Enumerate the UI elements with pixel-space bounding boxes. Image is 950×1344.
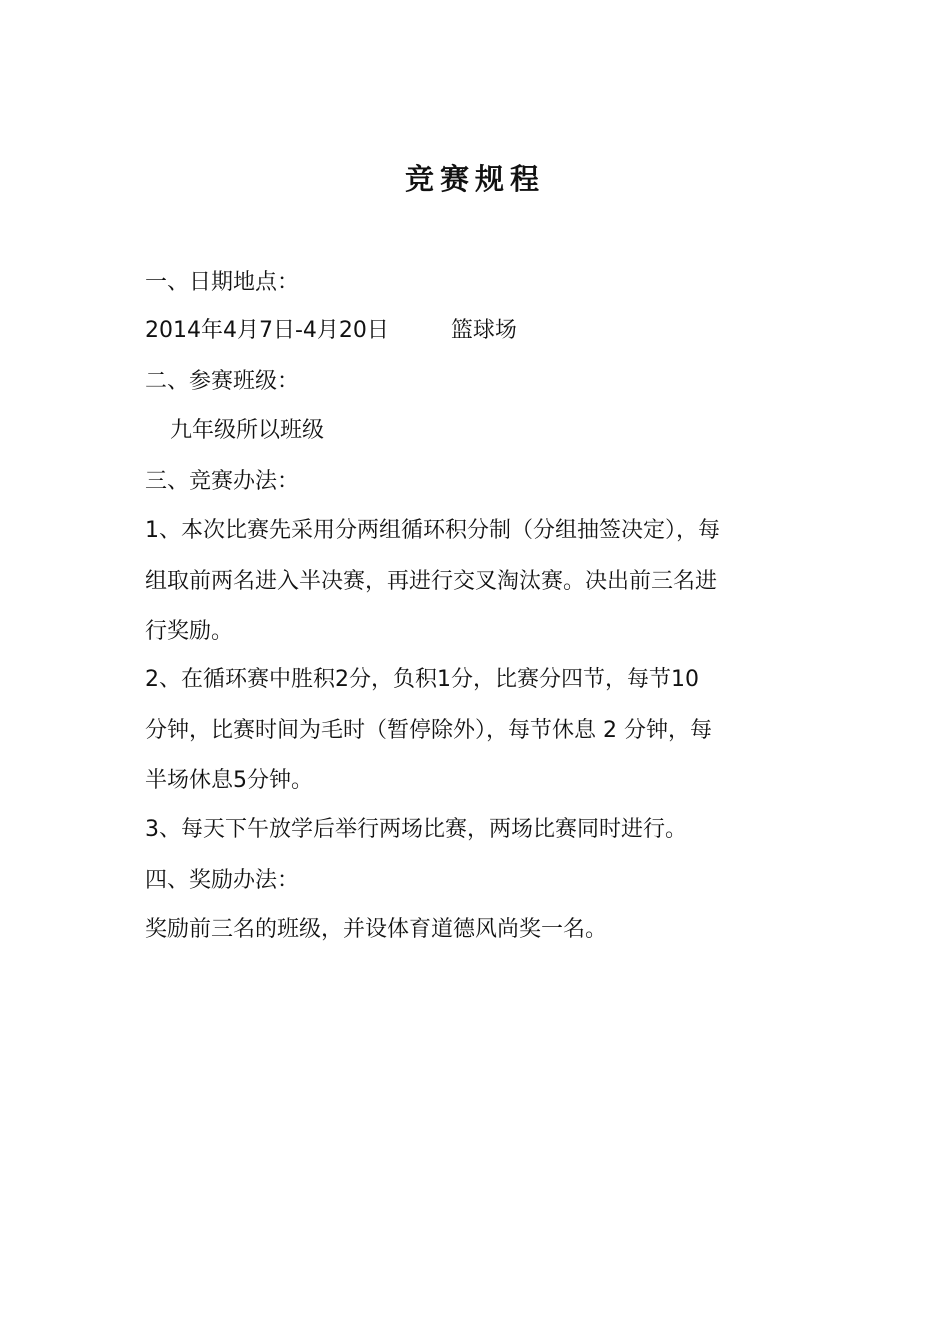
rule1-line1: 1、本次比赛先采用分两组循环积分制（分组抽签决定），每	[145, 518, 720, 543]
rule2-line3: 半场休息5分钟。	[145, 768, 313, 793]
section1-heading: 一、日期地点：	[145, 270, 300, 295]
section4-heading: 四、奖励办法：	[145, 868, 300, 893]
rule2-line1: 2、在循环赛中胜积2分，负积1分，比赛分四节，每节10	[145, 667, 699, 692]
section3-heading: 三、竞赛办法：	[145, 469, 300, 494]
rule1-line3: 行奖励。	[145, 619, 234, 644]
rule3-line: 3、每天下午放学后举行两场比赛，两场比赛同时进行。	[145, 817, 687, 842]
participants-text: 九年级所以班级	[170, 418, 325, 443]
section2-heading: 二、参赛班级：	[145, 369, 300, 394]
document-title: 竞赛规程	[404, 162, 545, 196]
awards-text: 奖励前三名的班级，并设体育道德风尚奖一名。	[145, 917, 608, 942]
event-venue: 篮球场	[450, 318, 517, 343]
rule1-line2: 组取前两名进入半决赛，再进行交叉淘汰赛。决出前三名进	[145, 569, 718, 594]
rule2-line2: 分钟，比赛时间为毛时（暂停除外），每节休息 2 分钟，每	[145, 718, 712, 743]
event-date: 2014年4月7日-4月20日	[145, 318, 389, 343]
date-venue-line	[145, 316, 517, 346]
